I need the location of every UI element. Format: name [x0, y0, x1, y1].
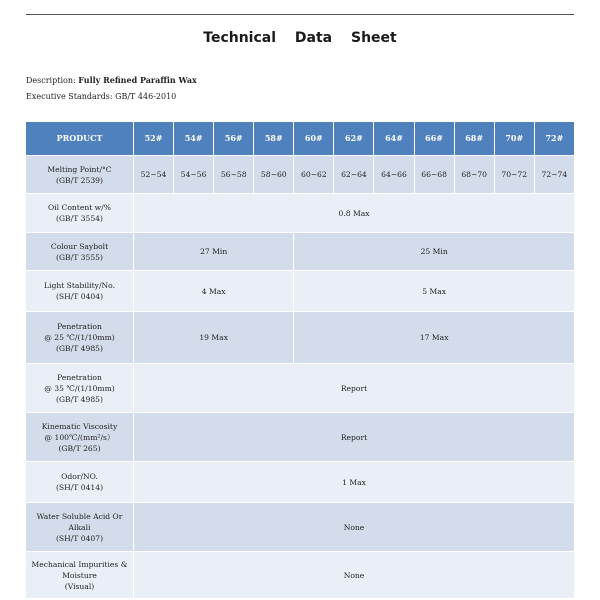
value-cell: 58~60 [254, 156, 294, 194]
column-header-grade: 54# [174, 122, 214, 156]
property-name-cell: Mechanical Impurities & Moisture (Visual) [26, 552, 134, 599]
description-label: Description: [26, 76, 76, 85]
property-name-cell: Penetration @ 35 ℃/(1/10mm) (GB/T 4985) [26, 364, 134, 413]
value-cell: Report [134, 413, 575, 462]
value-cell: 27 Min [134, 233, 294, 271]
property-name-cell: Kinematic Viscosity @ 100℃/(mm²/s） (GB/T 265) [26, 413, 134, 462]
column-header-grade: 58# [254, 122, 294, 156]
table-row [26, 233, 575, 271]
property-name-cell: Melting Point/°C (GB/T 2539) [26, 156, 134, 194]
value-cell: 64~66 [374, 156, 414, 194]
value-cell: 56~58 [214, 156, 254, 194]
column-header-grade: 72# [534, 122, 574, 156]
column-header-grade: 66# [414, 122, 454, 156]
table-row [26, 271, 575, 312]
value-cell: 62~64 [334, 156, 374, 194]
value-cell: 19 Max [134, 312, 294, 364]
column-header-grade: 52# [134, 122, 174, 156]
column-header-grade: 60# [294, 122, 334, 156]
value-cell: Report [134, 364, 575, 413]
table-body [26, 156, 575, 599]
table-row [26, 194, 575, 233]
column-header-grade: 56# [214, 122, 254, 156]
description-value: Fully Refined Paraffin Wax [78, 75, 197, 85]
table-row [26, 413, 575, 462]
table-row [26, 462, 575, 503]
value-cell: None [134, 552, 575, 599]
value-cell: 66~68 [414, 156, 454, 194]
value-cell: None [134, 503, 575, 552]
property-name-cell: Water Soluble Acid Or Alkali (SH/T 0407) [26, 503, 134, 552]
column-header-grade: 68# [454, 122, 494, 156]
column-header-product: PRODUCT [26, 122, 134, 156]
table-header-row [26, 122, 575, 156]
table-row [26, 156, 575, 194]
value-cell: 1 Max [134, 462, 575, 503]
value-cell: 72~74 [534, 156, 574, 194]
value-cell: 25 Min [294, 233, 575, 271]
page-title: Technical Data Sheet [203, 30, 397, 46]
column-header-grade: 64# [374, 122, 414, 156]
property-name-cell: Odor/NO. (SH/T 0414) [26, 462, 134, 503]
value-cell: 0.8 Max [134, 194, 575, 233]
column-header-grade: 70# [494, 122, 534, 156]
table-row [26, 312, 575, 364]
table-row [26, 552, 575, 599]
property-name-cell: Oil Content w/% (GB/T 3554) [26, 194, 134, 233]
value-cell: 5 Max [294, 271, 575, 312]
value-cell: 54~56 [174, 156, 214, 194]
column-header-grade: 62# [334, 122, 374, 156]
value-cell: 68~70 [454, 156, 494, 194]
value-cell: 60~62 [294, 156, 334, 194]
property-name-cell: Penetration @ 25 ℃/(1/10mm) (GB/T 4985) [26, 312, 134, 364]
executive-standards: Executive Standards: GB/T 446-2010 [26, 92, 177, 101]
table-row [26, 503, 575, 552]
technical-data-table [25, 121, 575, 599]
top-divider [26, 14, 574, 15]
property-name-cell: Colour Saybolt (GB/T 3555) [26, 233, 134, 271]
table-row [26, 364, 575, 413]
value-cell: 4 Max [134, 271, 294, 312]
value-cell: 52~54 [134, 156, 174, 194]
description-line [26, 75, 197, 85]
value-cell: 17 Max [294, 312, 575, 364]
value-cell: 70~72 [494, 156, 534, 194]
property-name-cell: Light Stability/No. (SH/T 0404) [26, 271, 134, 312]
